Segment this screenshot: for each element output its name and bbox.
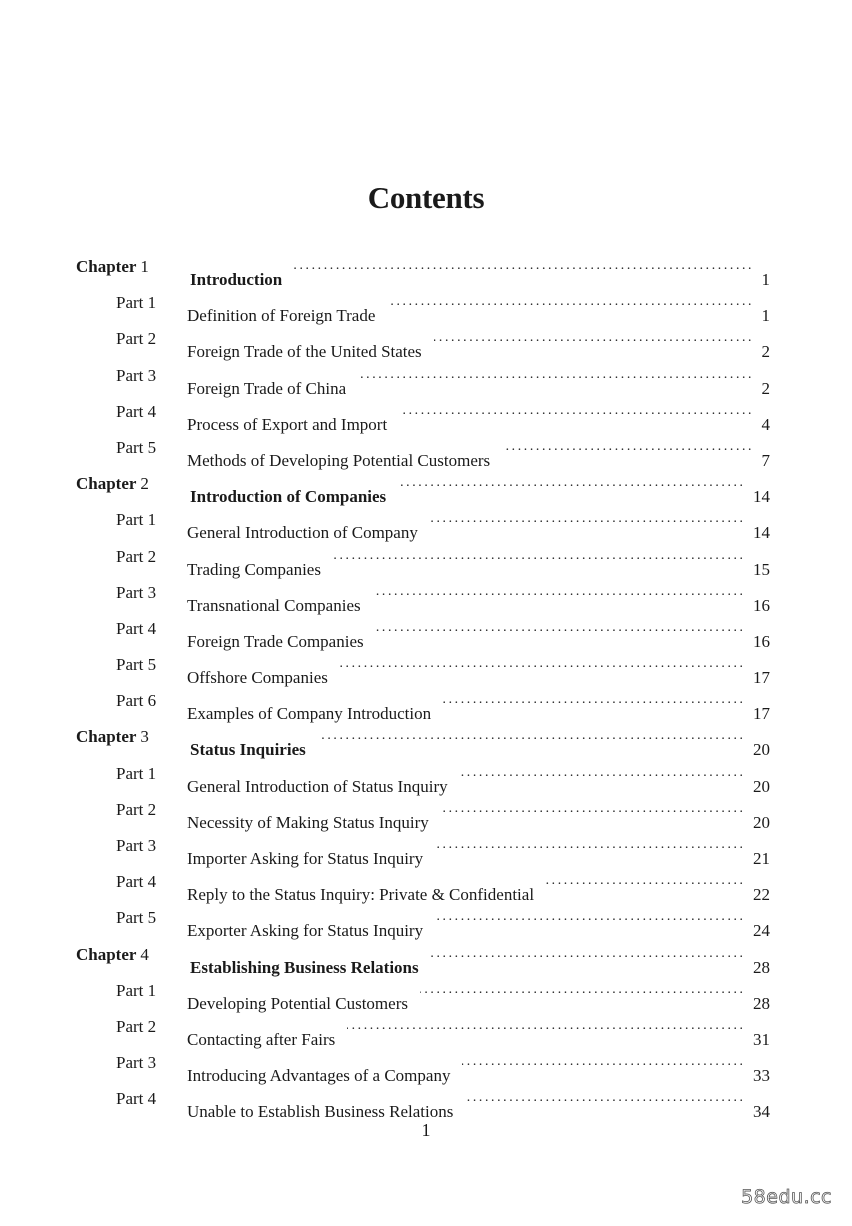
- page-reference: 4: [761, 414, 770, 434]
- toc-part-row: [0, 502, 852, 543]
- table-of-contents: [0, 249, 852, 1122]
- chapter-label: Chapter: [76, 727, 137, 747]
- dot-leader: [318, 719, 745, 755]
- part-label: Part: [116, 655, 144, 675]
- toc-part-row: [0, 1081, 852, 1122]
- part-number: [116, 502, 156, 538]
- dot-leader: [420, 973, 745, 1009]
- part-number: [116, 539, 156, 575]
- part-number: [116, 394, 156, 430]
- part-title: Offshore Companies: [187, 668, 328, 688]
- part-title: Transnational Companies: [187, 595, 361, 615]
- chapter-title: Establishing Business Relations: [190, 957, 419, 977]
- chapter-title: Introduction: [190, 270, 283, 289]
- dot-leader: [441, 792, 745, 828]
- dot-leader: [546, 864, 745, 900]
- part-title: Introducing Advantages of a Company: [187, 1066, 451, 1086]
- page-reference: 28: [753, 957, 770, 977]
- dot-leader: [399, 394, 753, 430]
- dot-leader: [387, 285, 753, 321]
- part-index: 4: [147, 618, 157, 638]
- dot-leader: [465, 1081, 745, 1117]
- footer-page-number: 1: [421, 1120, 431, 1140]
- part-index: 1: [147, 980, 157, 1000]
- part-title: Importer Asking for Status Inquiry: [187, 849, 424, 868]
- dot-leader: [462, 1045, 745, 1081]
- part-number: [116, 864, 156, 900]
- part-title: Methods of Developing Potential Customers: [187, 450, 491, 470]
- part-number: [116, 358, 156, 394]
- toc-part-row: [0, 1009, 852, 1049]
- part-title: Contacting after Fairs: [187, 1029, 336, 1049]
- part-index: 6: [147, 691, 157, 711]
- toc-part-row: [0, 756, 852, 796]
- watermark: 58edu.cc: [741, 1186, 832, 1208]
- part-index: 4: [147, 872, 157, 892]
- dot-leader: [431, 937, 745, 973]
- page-reference: 22: [753, 885, 770, 905]
- part-label: Part: [116, 329, 144, 349]
- part-label: Part: [116, 546, 144, 566]
- part-title: Process of Export and Import: [187, 414, 388, 434]
- page-reference: 28: [753, 993, 770, 1013]
- part-label: Part: [116, 437, 144, 457]
- part-label: Part: [116, 872, 144, 892]
- chapter-index: 4: [140, 944, 149, 964]
- part-index: 1: [147, 293, 157, 313]
- dot-leader: [347, 1009, 745, 1045]
- toc-part-row: [0, 539, 852, 579]
- chapter-label: Chapter: [76, 257, 137, 276]
- page-reference: 17: [753, 704, 770, 724]
- page-reference: 14: [753, 523, 770, 543]
- toc-part-row: [0, 864, 852, 905]
- part-index: 2: [147, 546, 157, 566]
- part-index: 3: [147, 365, 157, 385]
- chapter-number: [76, 937, 149, 973]
- part-title: Necessity of Making Status Inquiry: [187, 812, 429, 832]
- part-index: 2: [147, 329, 157, 349]
- part-label: Part: [116, 1053, 144, 1073]
- part-title: Developing Potential Customers: [187, 993, 408, 1013]
- part-number: [116, 828, 156, 864]
- toc-chapter-row: [0, 719, 852, 760]
- part-label: Part: [116, 401, 144, 421]
- part-label: Part: [116, 293, 144, 313]
- part-number: [116, 1081, 156, 1117]
- part-label: Part: [116, 763, 144, 783]
- part-title: Examples of Company Introduction: [187, 704, 432, 724]
- part-label: Part: [116, 908, 144, 928]
- toc-part-row: [0, 430, 852, 470]
- page-reference: 15: [753, 559, 770, 579]
- part-index: 4: [147, 401, 157, 421]
- part-label: Part: [116, 980, 144, 1000]
- chapter-label: Chapter: [76, 474, 137, 494]
- page-reference: 20: [753, 740, 770, 760]
- page-reference: 21: [753, 849, 770, 868]
- toc-part-row: [0, 1045, 852, 1086]
- toc-part-row: [0, 792, 852, 832]
- toc-part-row: [0, 394, 852, 434]
- part-label: Part: [116, 582, 144, 602]
- toc-part-row: [0, 900, 852, 941]
- chapter-label: Chapter: [76, 944, 137, 964]
- dot-leader: [435, 828, 745, 864]
- page-reference: 2: [761, 342, 770, 362]
- part-title: Exporter Asking for Status Inquiry: [187, 921, 424, 941]
- part-index: 2: [147, 799, 157, 819]
- part-title: General Introduction of Company: [187, 523, 418, 543]
- page-reference: 14: [753, 487, 770, 507]
- dot-leader: [460, 756, 745, 792]
- part-index: 5: [147, 908, 157, 928]
- part-number: [116, 1009, 156, 1045]
- part-index: 3: [147, 836, 157, 855]
- toc-part-row: [0, 683, 852, 724]
- dot-leader: [376, 611, 745, 647]
- part-number: [116, 683, 156, 719]
- part-number: [116, 756, 156, 792]
- chapter-number: [76, 719, 149, 755]
- part-index: 3: [147, 582, 157, 602]
- chapter-number: [76, 466, 149, 502]
- part-number: [116, 900, 156, 936]
- part-number: [116, 575, 156, 611]
- page-reference: 20: [753, 812, 770, 832]
- page-reference: 33: [753, 1066, 770, 1086]
- part-label: Part: [116, 1016, 144, 1036]
- part-title: Unable to Establish Business Relations: [187, 1102, 454, 1122]
- part-number: [116, 973, 156, 1009]
- page-reference: 2: [761, 378, 770, 398]
- part-title: Foreign Trade Companies: [187, 631, 364, 651]
- part-number: [116, 611, 156, 647]
- part-title: General Introduction of Status Inquiry: [187, 776, 448, 796]
- dot-leader: [502, 430, 753, 466]
- toc-part-row: [0, 828, 852, 868]
- toc-part-row: [0, 321, 852, 362]
- part-label: Part: [116, 691, 144, 711]
- part-title: Trading Companies: [187, 559, 321, 579]
- chapter-index: 2: [140, 474, 149, 494]
- dot-leader: [443, 683, 745, 719]
- part-index: 1: [147, 510, 157, 530]
- part-index: 5: [147, 437, 157, 457]
- toc-part-row: [0, 575, 852, 615]
- part-label: Part: [116, 365, 144, 385]
- chapter-index: 1: [140, 257, 149, 276]
- toc-part-row: [0, 973, 852, 1013]
- part-index: 5: [147, 655, 157, 675]
- part-number: [116, 285, 156, 321]
- dot-leader: [340, 647, 745, 683]
- toc-part-row: [0, 358, 852, 398]
- page-reference: 1: [761, 306, 770, 326]
- part-title: Foreign Trade of China: [187, 378, 347, 398]
- page-title: Contents: [367, 180, 485, 215]
- toc-part-row: [0, 611, 852, 651]
- toc-part-row: [0, 647, 852, 688]
- toc-chapter-row: [0, 249, 852, 289]
- part-index: 1: [147, 763, 157, 783]
- dot-leader: [333, 539, 745, 575]
- chapter-title: Status Inquiries: [190, 740, 306, 760]
- part-title: Definition of Foreign Trade: [187, 306, 376, 326]
- page-reference: 16: [753, 631, 770, 651]
- part-number: [116, 321, 156, 357]
- dot-leader: [434, 321, 754, 357]
- part-number: [116, 1045, 156, 1081]
- part-title: Foreign Trade of the United States: [187, 342, 422, 362]
- toc-chapter-row: [0, 937, 852, 977]
- page-reference: 17: [753, 668, 770, 688]
- page-reference: 7: [761, 450, 770, 470]
- part-label: Part: [116, 510, 144, 530]
- part-number: [116, 430, 156, 466]
- page-reference: 20: [753, 776, 770, 796]
- part-label: Part: [116, 799, 144, 819]
- dot-leader: [430, 502, 745, 538]
- dot-leader: [358, 358, 753, 394]
- part-index: 2: [147, 1016, 157, 1036]
- dot-leader: [373, 575, 745, 611]
- page-reference: 1: [761, 270, 770, 289]
- chapter-title: Introduction of Companies: [190, 487, 387, 507]
- page-reference: 16: [753, 595, 770, 615]
- part-label: Part: [116, 618, 144, 638]
- chapter-number: [76, 249, 149, 285]
- page-reference: 24: [753, 921, 770, 941]
- part-index: 3: [147, 1053, 157, 1073]
- part-number: [116, 647, 156, 683]
- part-number: [116, 792, 156, 828]
- part-label: Part: [116, 836, 144, 855]
- toc-part-row: [0, 285, 852, 326]
- dot-leader: [435, 900, 745, 936]
- dot-leader: [294, 249, 753, 285]
- toc-chapter-row: [0, 466, 852, 507]
- page-reference: 34: [753, 1102, 770, 1122]
- chapter-index: 3: [140, 727, 149, 747]
- part-index: 4: [147, 1089, 157, 1109]
- dot-leader: [398, 466, 745, 502]
- part-label: Part: [116, 1089, 144, 1109]
- page-reference: 31: [753, 1029, 770, 1049]
- part-title: Reply to the Status Inquiry: Private & Confidential: [187, 885, 535, 905]
